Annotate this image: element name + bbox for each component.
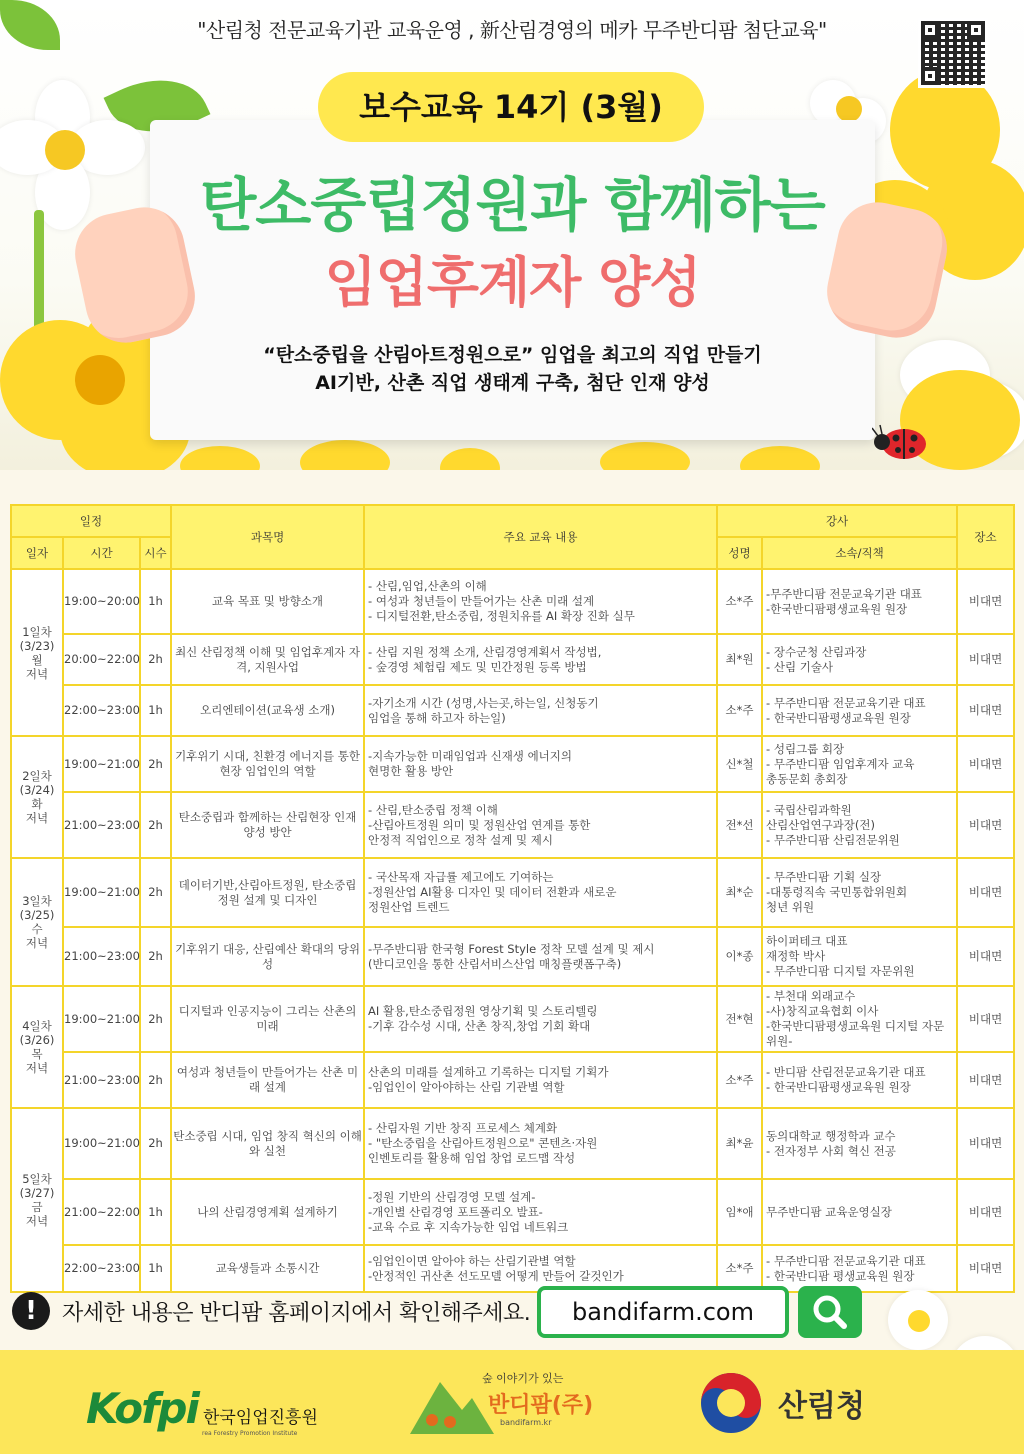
header-affiliation: 소속/직책 (762, 537, 957, 569)
korea-forest-service-logo[interactable] (698, 1370, 865, 1436)
bandifarm-tagline: 숲 이야기가 있는 (482, 1372, 564, 1385)
hours-cell: 2h (140, 634, 171, 685)
day-line: 3일차 (22, 894, 52, 908)
day-cell (11, 1108, 63, 1292)
affiliation-line: 총동문회 총회장 (766, 771, 848, 786)
day-line: 1일차 (22, 624, 52, 639)
affiliation-line: 청년 위원 (766, 900, 815, 914)
affiliation-line: -사)창직교육협회 이사 (766, 1004, 879, 1018)
day-line: 저녁 (25, 666, 49, 681)
subject-cell: 오리엔테이션(교육생 소개) (171, 685, 364, 736)
hero-banner (0, 0, 1024, 470)
table-row (11, 927, 1014, 986)
affiliation-line: - 반디팜 산림전문교육기관 대표 (766, 1065, 926, 1079)
place-cell: 비대면 (957, 736, 1014, 792)
subject-cell: 탄소중립 시대, 임업 창직 혁신의 이해와 실천 (171, 1108, 364, 1179)
ladybug-icon (872, 420, 928, 460)
affiliation-line: - 전자정부 사회 혁신 전공 (766, 1143, 896, 1158)
table-row (11, 1052, 1014, 1108)
place-cell: 비대면 (957, 1245, 1014, 1292)
content-line: -임업인이 알아야하는 산림 기관별 역할 (368, 1080, 565, 1094)
day-cell (11, 736, 63, 858)
affiliation-line: - 한국반디팜 평생교육원 원장 (766, 1268, 915, 1283)
day-line: 금 (31, 1200, 43, 1214)
day-line: (3/24) (19, 783, 55, 797)
hours-cell: 2h (140, 927, 171, 986)
content-cell (364, 685, 717, 736)
time-cell: 19:00~21:00 (63, 1108, 140, 1179)
lecturer-name-cell: 신*철 (717, 736, 762, 792)
header-time: 시간 (63, 537, 140, 569)
affiliation-line: 산림산업연구과장(전) (766, 817, 875, 832)
table-row (11, 986, 1014, 1052)
content-line: -안정적인 귀산촌 선도모델 어떻게 만들어 갈것인가 (368, 1268, 624, 1283)
table-row (11, 1108, 1014, 1179)
kofpi-logo[interactable] (86, 1384, 318, 1437)
header-schedule: 일정 (11, 505, 171, 537)
affiliation-cell (762, 634, 957, 685)
session-badge: 보수교육 14기 (3월) (318, 72, 704, 142)
place-cell: 비대면 (957, 858, 1014, 927)
content-line: 정원산업 트렌드 (368, 900, 450, 914)
affiliation-cell (762, 1179, 957, 1245)
time-cell: 21:00~23:00 (63, 792, 140, 858)
table-row (11, 634, 1014, 685)
search-icon (798, 1286, 862, 1338)
content-cell (364, 569, 717, 634)
alert-icon: ! (12, 1292, 50, 1330)
content-line: - 국산목재 자급률 제고에도 기여하는 (368, 870, 554, 884)
subject-cell: 최신 산림정책 이해 및 임업후계자 자격, 지원사업 (171, 634, 364, 685)
lecturer-name-cell: 소*주 (717, 569, 762, 634)
affiliation-line: - 부천대 외래교수 (766, 989, 856, 1003)
content-line: -지속가능한 미래임업과 신재생 에너지의 (368, 749, 572, 763)
schedule-body (11, 569, 1014, 1292)
lecturer-name-cell: 최*순 (717, 858, 762, 927)
content-line: -무주반디팜 한국형 Forest Style 정착 모델 설계 및 제시 (368, 941, 655, 956)
affiliation-line: - 산림 기술사 (766, 659, 834, 674)
header-hours: 시수 (140, 537, 171, 569)
content-line: 현명한 활용 방안 (368, 764, 454, 778)
content-line: -정원 기반의 산림경영 모델 설계- (368, 1189, 536, 1204)
lecturer-name-cell: 소*주 (717, 685, 762, 736)
subject-cell: 여성과 청년들이 만들어가는 산촌 미래 설계 (171, 1052, 364, 1108)
time-cell: 19:00~21:00 (63, 986, 140, 1052)
lecturer-name-cell: 전*선 (717, 792, 762, 858)
affiliation-line: - 성림그룹 회장 (766, 741, 845, 756)
content-cell (364, 736, 717, 792)
subject-cell: 탄소중립과 함께하는 산림현장 인재 양성 방안 (171, 792, 364, 858)
day-line: (3/27) (19, 1186, 55, 1200)
lecturer-name-cell: 소*주 (717, 1245, 762, 1292)
content-cell (364, 927, 717, 986)
content-line: (반디코인을 통한 산림서비스산업 매칭플랫폼구축) (368, 956, 622, 971)
table-row (11, 858, 1014, 927)
hours-cell: 1h (140, 1179, 171, 1245)
place-cell: 비대면 (957, 986, 1014, 1052)
hours-cell: 2h (140, 1108, 171, 1179)
header-lecturer: 강사 (717, 505, 957, 537)
bandifarm-name: 반디팜(주) (488, 1393, 594, 1418)
subject-cell: 디지털과 인공지능이 그리는 산촌의 미래 (171, 986, 364, 1052)
day-line: 목 (31, 1047, 43, 1061)
content-line: 안정적 직업인으로 정착 설계 및 제시 (368, 832, 553, 847)
flower-icon (0, 80, 140, 230)
hours-cell: 1h (140, 685, 171, 736)
day-line: 4일차 (22, 1019, 52, 1033)
place-cell: 비대면 (957, 685, 1014, 736)
affiliation-cell (762, 858, 957, 927)
affiliation-line: - 장수군청 산림과장 (766, 644, 867, 659)
subject-cell: 기후위기 대응, 산림예산 확대의 당위성 (171, 927, 364, 986)
lecturer-name-cell: 임*애 (717, 1179, 762, 1245)
affiliation-line: - 무주반디팜 기획 실장 (766, 870, 882, 884)
day-line: 5일차 (22, 1172, 52, 1186)
subtitle-secondary: AI기반, 산촌 직업 생태계 구축, 첨단 인재 양성 (315, 372, 710, 394)
lecturer-name-cell: 최*원 (717, 634, 762, 685)
day-line: 2일차 (22, 769, 52, 783)
table-row (11, 1179, 1014, 1245)
time-cell: 22:00~23:00 (63, 685, 140, 736)
header-content: 주요 교육 내용 (364, 505, 717, 569)
search-button[interactable] (798, 1286, 862, 1338)
header-tagline: "산림청 전문교육기관 교육운영 , 新산림경영의 메카 무주반디팜 첨단교육" (197, 18, 827, 42)
affiliation-cell (762, 986, 957, 1052)
affiliation-cell (762, 1052, 957, 1108)
content-line: - 산림자원 기반 창직 프로세스 체계화 (368, 1121, 558, 1135)
table-row (11, 569, 1014, 634)
schedule-table (10, 504, 1015, 1293)
subject-cell: 교육 목표 및 방향소개 (171, 569, 364, 634)
affiliation-line: - 국립산림과학원 (766, 802, 852, 817)
taegeuk-icon (698, 1370, 764, 1436)
affiliation-cell (762, 792, 957, 858)
content-line: - 숲경영 체험림 제도 및 민간정원 등록 방법 (368, 659, 587, 674)
kofpi-english: rea Forestry Promotion Institute (202, 1430, 298, 1437)
time-cell: 19:00~21:00 (63, 858, 140, 927)
place-cell: 비대면 (957, 1108, 1014, 1179)
content-cell (364, 1108, 717, 1179)
content-line: 임업을 통해 하고자 하는일) (368, 710, 506, 725)
time-cell: 21:00~23:00 (63, 927, 140, 986)
subject-cell: 데이터기반,산림아트정원, 탄소중립 정원 설계 및 디자인 (171, 858, 364, 927)
schedule-table-wrapper (10, 504, 1013, 1293)
content-line: -개인별 산림경영 포트폴리오 발표- (368, 1204, 543, 1219)
bandifarm-logo[interactable] (410, 1368, 594, 1438)
content-line: - 산림,탄소중립 정책 이해 (368, 802, 498, 817)
affiliation-cell (762, 1245, 957, 1292)
website-url[interactable]: bandifarm.com (537, 1286, 789, 1338)
hours-cell: 2h (140, 1052, 171, 1108)
place-cell: 비대면 (957, 634, 1014, 685)
place-cell: 비대면 (957, 927, 1014, 986)
time-cell: 20:00~22:00 (63, 634, 140, 685)
day-line: 저녁 (25, 811, 49, 825)
page-title-highlight: 임업후계자 양성 (324, 251, 701, 314)
content-line: -자기소개 시간 (성명,사는곳,하는일, 신청동기 (368, 695, 599, 710)
affiliation-line: - 무주반디팜 산림전문위원 (766, 832, 900, 847)
affiliation-line: -한국반디팜평생교육원 디지털 자문위원- (766, 1019, 945, 1048)
day-line: 수 (31, 922, 43, 936)
hours-cell: 1h (140, 1245, 171, 1292)
time-cell: 19:00~20:00 (63, 569, 140, 634)
content-cell (364, 634, 717, 685)
hours-cell: 1h (140, 569, 171, 634)
affiliation-line: - 한국반디팜평생교육원 원장 (766, 710, 911, 725)
bandifarm-url: bandifarm.kr (500, 1418, 552, 1427)
content-line: -기후 감수성 시대, 산촌 창직,창업 기회 확대 (368, 1019, 591, 1033)
affiliation-cell (762, 736, 957, 792)
lecturer-name-cell: 최*윤 (717, 1108, 762, 1179)
affiliation-line: - 한국반디팜평생교육원 원장 (766, 1080, 911, 1094)
affiliation-line: -대통령직속 국민통합위원회 (766, 885, 908, 899)
day-cell (11, 569, 63, 736)
day-line: 화 (31, 797, 43, 811)
day-line: (3/26) (19, 1033, 55, 1047)
affiliation-line: 재정학 박사 (766, 949, 826, 963)
content-line: -정원산업 AI활용 디자인 및 데이터 전환과 새로운 (368, 885, 617, 899)
content-line: - "탄소중립을 산림아트정원으로" 콘텐츠·자원 (368, 1136, 598, 1150)
content-line: - 여성과 청년들이 만들어가는 산촌 미래 설계 (368, 594, 595, 608)
day-cell (11, 986, 63, 1108)
content-line: -임업인이면 알아야 하는 산림기관별 역할 (368, 1253, 576, 1268)
subject-cell: 교육생들과 소통시간 (171, 1245, 364, 1292)
day-line: (3/25) (19, 908, 55, 922)
footer-band (0, 1350, 1024, 1454)
place-cell: 비대면 (957, 1052, 1014, 1108)
content-cell (364, 986, 717, 1052)
table-row (11, 736, 1014, 792)
affiliation-line: -한국반디팜평생교육원 원장 (766, 601, 908, 616)
affiliation-cell (762, 927, 957, 986)
content-line: -산림아트정원 의미 및 정원산업 연계를 통한 (368, 817, 591, 832)
affiliation-cell (762, 685, 957, 736)
affiliation-line: - 무주반디팜 전문교육기관 대표 (766, 695, 926, 710)
affiliation-line: 동의대학교 행정학과 교수 (766, 1128, 896, 1143)
header-name: 성명 (717, 537, 762, 569)
kofpi-name: 한국임업진흥원 (202, 1408, 318, 1428)
hours-cell: 2h (140, 986, 171, 1052)
hours-cell: 2h (140, 792, 171, 858)
day-line: (3/23) (19, 638, 55, 653)
table-row (11, 685, 1014, 736)
affiliation-line: 무주반디팜 교육운영실장 (766, 1204, 892, 1219)
lecturer-name-cell: 이*종 (717, 927, 762, 986)
day-line: 저녁 (25, 1214, 49, 1228)
content-line: - 산림,임업,산촌의 이해 (368, 579, 487, 593)
content-line: - 디지털전환,탄소중립, 정원치유를 AI 확장 진화 실무 (368, 609, 635, 623)
table-row (11, 792, 1014, 858)
time-cell: 22:00~23:00 (63, 1245, 140, 1292)
lecturer-name-cell: 전*현 (717, 986, 762, 1052)
affiliation-cell (762, 569, 957, 634)
affiliation-line: - 무주반디팜 임업후계자 교육 (766, 756, 915, 771)
time-cell: 21:00~22:00 (63, 1179, 140, 1245)
qr-code-icon[interactable] (918, 18, 988, 88)
day-cell (11, 858, 63, 986)
affiliation-line: 하이퍼테크 대표 (766, 934, 848, 948)
subject-cell: 기후위기 시대, 친환경 에너지를 통한 현장 임업인의 역할 (171, 736, 364, 792)
time-cell: 19:00~21:00 (63, 736, 140, 792)
day-line: 저녁 (25, 936, 49, 950)
content-line: 산촌의 미래를 설계하고 기록하는 디지털 기획가 (368, 1065, 609, 1079)
content-line: AI 활용,탄소중립정원 영상기획 및 스토리텔링 (368, 1004, 598, 1018)
hours-cell: 2h (140, 736, 171, 792)
content-cell (364, 1245, 717, 1292)
header-place: 장소 (957, 505, 1014, 569)
place-cell: 비대면 (957, 1179, 1014, 1245)
content-cell (364, 1179, 717, 1245)
day-line: 저녁 (25, 1061, 49, 1075)
hours-cell: 2h (140, 858, 171, 927)
notice (12, 1292, 530, 1330)
content-line: - 산림 지원 정책 소개, 산림경영계획서 작성법, (368, 644, 602, 659)
affiliation-line: - 무주반디팜 전문교육기관 대표 (766, 1253, 926, 1268)
affiliation-line: - 무주반디팜 디지털 자문위원 (766, 964, 915, 978)
table-row (11, 1245, 1014, 1292)
lecturer-name-cell: 소*주 (717, 1052, 762, 1108)
content-line: -교육 수료 후 지속가능한 임업 네트워크 (368, 1219, 569, 1234)
subtitle: “탄소중립을 산림아트정원으로” 임업을 최고의 직업 만들기 (263, 344, 762, 366)
content-cell (364, 1052, 717, 1108)
header-day: 일자 (11, 537, 63, 569)
korea-forest-service-name: 산림청 (778, 1389, 865, 1424)
affiliation-line: -무주반디팜 전문교육기관 대표 (766, 586, 922, 601)
affiliation-cell (762, 1108, 957, 1179)
notice-text: 자세한 내용은 반디팜 홈페이지에서 확인해주세요. (62, 1300, 531, 1326)
subject-cell: 나의 산림경영계획 설계하기 (171, 1179, 364, 1245)
content-cell (364, 858, 717, 927)
time-cell: 21:00~23:00 (63, 1052, 140, 1108)
kofpi-mark: Kofpi (86, 1384, 198, 1433)
place-cell: 비대면 (957, 569, 1014, 634)
place-cell: 비대면 (957, 792, 1014, 858)
header-subject: 과목명 (171, 505, 364, 569)
page-title: 탄소중립정원과 함께하는 (200, 171, 825, 239)
content-line: 인벤토리를 활용해 임업 창업 로드맵 작성 (368, 1151, 576, 1165)
day-line: 월 (31, 652, 43, 667)
content-cell (364, 792, 717, 858)
